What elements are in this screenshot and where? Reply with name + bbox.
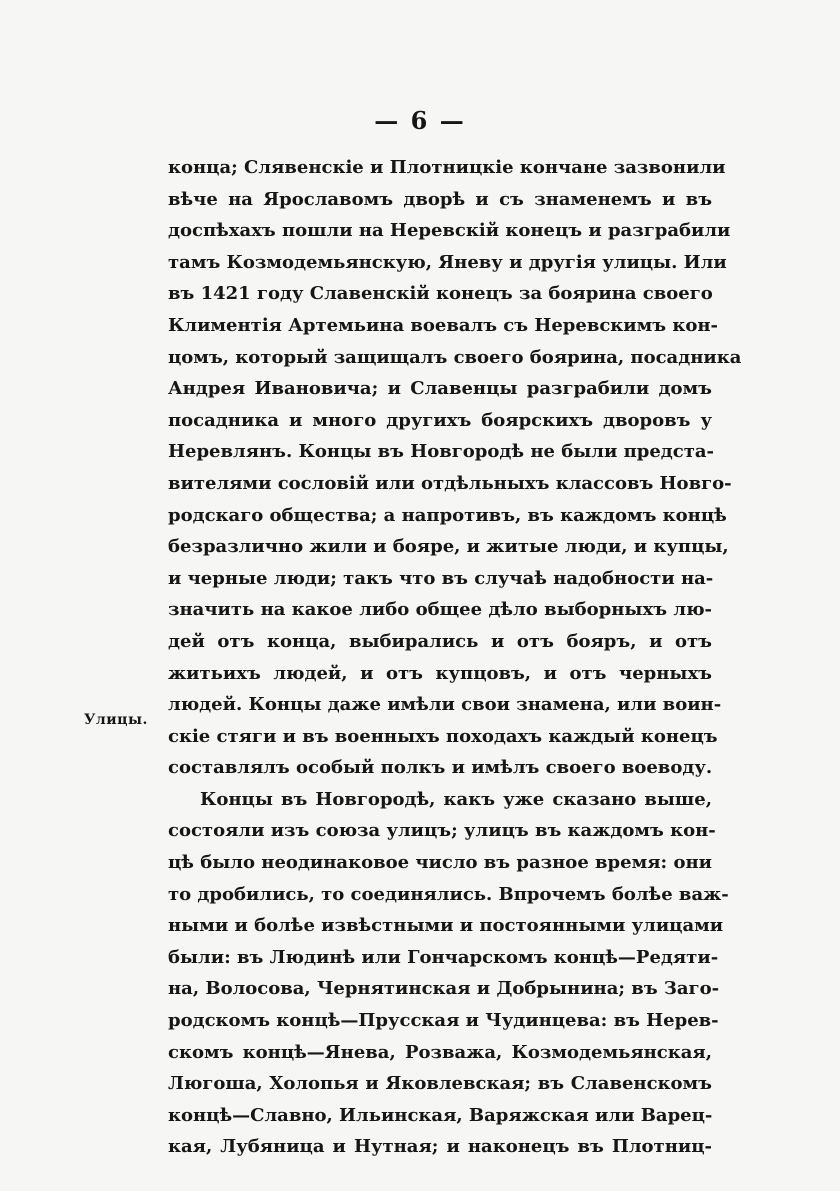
- text-line: составлялъ особый полкъ и имѣлъ своего воеводу.: [168, 757, 713, 779]
- text-line: доспѣхахъ пошли на Неревскій конецъ и разграбили: [168, 220, 731, 242]
- text-line: Неревлянъ. Концы въ Новгородѣ не были предста-: [168, 441, 715, 463]
- text-line: были: въ Людинѣ или Гончарскомъ концѣ—Редяти-: [168, 946, 719, 968]
- text-line: ными и болѣе извѣстными и постоянными улицами: [168, 915, 724, 937]
- text-line: Андрея Ивановича; и Славенцы разграбили домъ: [168, 378, 712, 400]
- text-line: вителями сословій или отдѣльныхъ классовъ Новго-: [168, 472, 732, 494]
- text-line: конца; Слявенскіе и Плотницкіе кончане зазвонили: [168, 157, 726, 178]
- text-line: скомъ концѣ—Янева, Розважа, Козмодемьянская,: [168, 1041, 712, 1063]
- text-line: родскомъ концѣ—Прусская и Чудинцева: въ Нерев-: [168, 1010, 719, 1032]
- text-line: въ 1421 году Славенскій конецъ за боярина своего: [168, 283, 713, 305]
- text-line: Климентія Артемьина воевалъ съ Неревскимъ кон-: [168, 314, 719, 336]
- page-number: — 6 —: [374, 106, 466, 135]
- text-line: и черные люди; такъ что въ случаѣ надобности на-: [168, 567, 714, 589]
- text-line: концѣ—Славно, Ильинская, Варяжская или Варец-: [168, 1104, 713, 1126]
- text-line: то дробились, то соединялись. Впрочемъ болѣе важ-: [168, 883, 729, 905]
- text-line: посадника и много другихъ боярскихъ дворовъ у: [168, 409, 712, 431]
- text-line: житьихъ людей, и отъ купцовъ, и отъ черныхъ: [168, 662, 712, 684]
- text-line: безразлично жили и бояре, и житые люди, и купцы,: [168, 536, 729, 558]
- text-line: Концы въ Новгородѣ, какъ уже сказано выше,: [200, 788, 712, 810]
- text-line: состояли изъ союза улицъ; улицъ въ каждомъ кон-: [168, 820, 716, 842]
- text-line: вѣче на Ярославомъ дворѣ и съ знаменемъ и въ: [168, 188, 712, 210]
- text-line: дей отъ конца, выбирались и отъ бояръ, и отъ: [168, 630, 712, 652]
- text-line: кая, Лубяница и Нутная; и наконецъ въ Плотниц-: [168, 1136, 712, 1158]
- text-line: скіе стяги и въ военныхъ походахъ каждый конецъ: [168, 725, 718, 747]
- text-line: значить на какое либо общее дѣло выборныхъ лю-: [168, 599, 712, 621]
- paragraph-2: [168, 784, 729, 1163]
- margin-note: Улицы.: [84, 712, 148, 728]
- text-line: людей. Концы даже имѣли свои знамена, или воин-: [168, 694, 722, 716]
- paragraph-1: [168, 152, 742, 784]
- text-line: цѣ было неодинаковое число въ разное время: они: [168, 852, 712, 874]
- text-line: родскаго общества; а напротивъ, въ каждомъ концѣ: [168, 504, 727, 526]
- text-line: тамъ Козмодемьянскую, Яневу и другія улицы. Или: [168, 251, 727, 273]
- body-text: [168, 152, 742, 1163]
- text-line: Люгоша, Холопья и Яковлевская; въ Славенскомъ: [168, 1073, 712, 1095]
- text-line: на, Волосова, Чернятинская и Добрынина; въ Заго-: [168, 978, 720, 1000]
- text-line: цомъ, который защищалъ своего боярина, посадника: [168, 346, 742, 368]
